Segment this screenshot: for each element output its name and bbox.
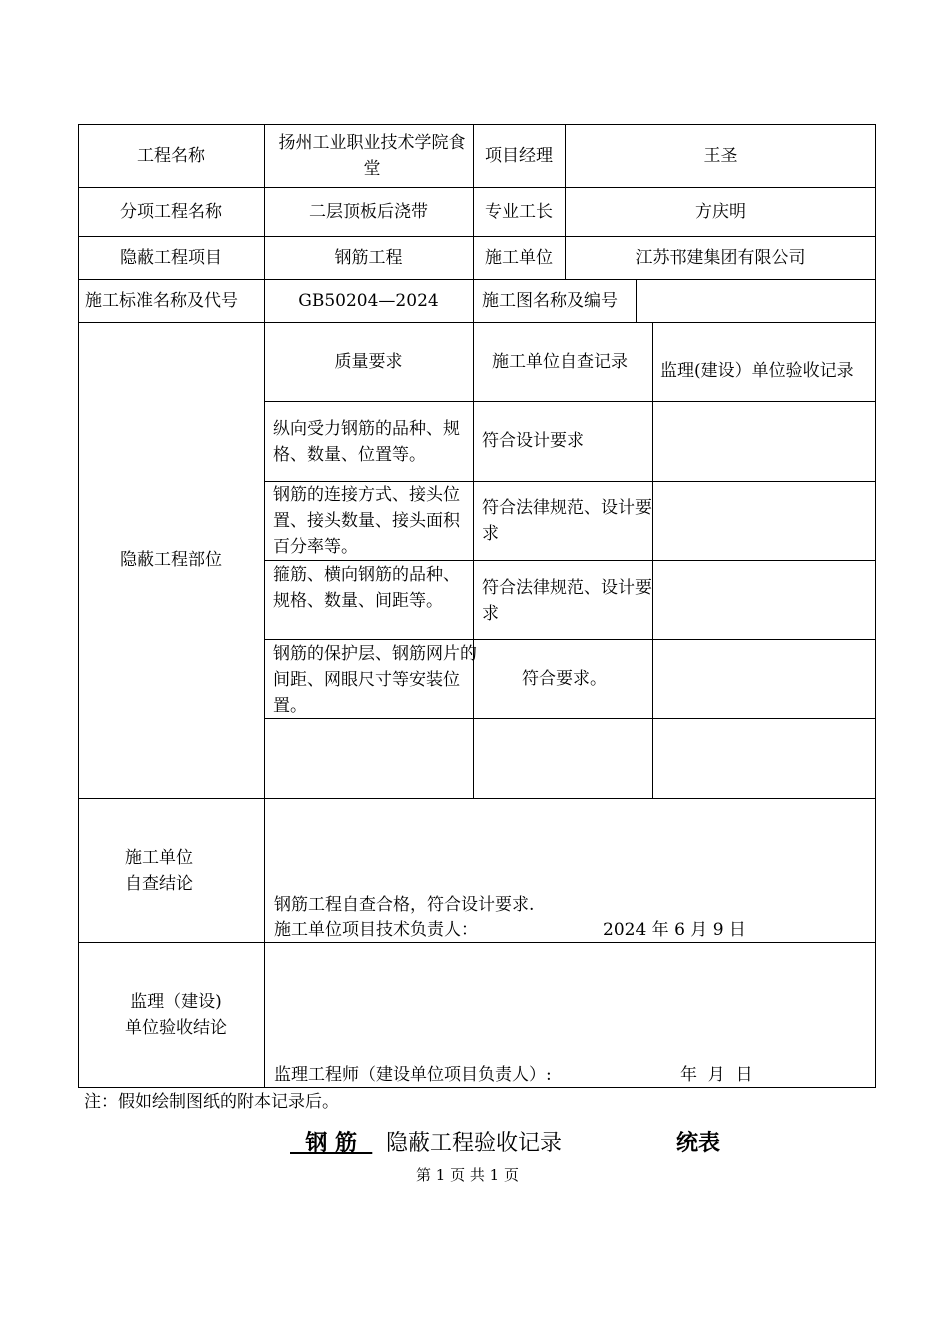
foreman-value: 方庆明 (695, 202, 746, 222)
contractor-conclusion-text: 钢筋工程自查合格，符合设计要求. (274, 895, 535, 915)
requirement-2: 钢筋的连接方式、接头位置、接头数量、接头面积百分率等。 (273, 485, 460, 557)
subitem-label: 分项工程名称 (120, 202, 222, 222)
hidden-item-value: 钢筋工程 (334, 248, 403, 268)
col-self-check-header: 施工单位自查记录 (492, 352, 628, 372)
page-number: 第 1 页 共 1 页 (416, 1166, 519, 1184)
hidden-section-label: 隐蔽工程部位 (120, 550, 222, 570)
title-tail: 统表 (676, 1131, 721, 1156)
col-supervision-header: 监理(建设）单位验收记录 (660, 361, 854, 381)
drawing-label: 施工图名称及编号 (482, 291, 618, 311)
document-title (0, 1122, 950, 1158)
contractor-conclusion-date: 2024 年 6 月 9 日 (603, 920, 746, 940)
supervision-conclusion-label: 监理（建设) 单位验收结论 (125, 992, 227, 1038)
hidden-item-label: 隐蔽工程项目 (120, 248, 222, 268)
col-quality-header: 质量要求 (334, 352, 403, 372)
self-check-3: 符合法律规范、设计要求 (482, 578, 652, 624)
requirement-4: 钢筋的保护层、钢筋网片的间距、网眼尺寸等安装位置。 (273, 644, 477, 716)
subitem-value: 二层顶板后浇带 (309, 202, 428, 222)
standard-label: 施工标准名称及代号 (85, 291, 238, 311)
project-name-label: 工程名称 (137, 146, 205, 166)
self-check-1: 符合设计要求 (482, 431, 584, 451)
title-main: 隐蔽工程验收记录 (386, 1131, 563, 1156)
project-name-value: 扬州工业职业技术学院食堂 (278, 133, 466, 179)
self-check-4: 符合要求。 (522, 669, 607, 689)
project-manager-label: 项目经理 (485, 146, 553, 166)
foreman-label: 专业工长 (485, 202, 553, 222)
contractor-value: 江苏邗建集团有限公司 (635, 248, 806, 268)
supervision-signer-label: 监理工程师（建设单位项目负责人）: (274, 1065, 552, 1085)
supervision-conclusion-date: 年 月 日 (680, 1065, 753, 1085)
self-check-2: 符合法律规范、设计要求 (482, 498, 652, 544)
standard-value: GB50204—2024 (298, 291, 439, 311)
requirement-1: 纵向受力钢筋的品种、规格、数量、位置等。 (273, 419, 460, 465)
contractor-label: 施工单位 (485, 248, 553, 268)
title-underlined-part: 钢 筋 (290, 1131, 373, 1156)
requirement-3: 箍筋、横向钢筋的品种、规格、数量、间距等。 (273, 565, 460, 611)
footnote: 注：假如绘制图纸的附本记录后。 (84, 1092, 339, 1112)
project-manager-value: 王圣 (703, 146, 738, 166)
contractor-conclusion-label: 施工单位 自查结论 (125, 848, 193, 894)
contractor-signer-label: 施工单位项目技术负责人： (274, 920, 478, 940)
inspection-record-table (78, 124, 876, 1088)
